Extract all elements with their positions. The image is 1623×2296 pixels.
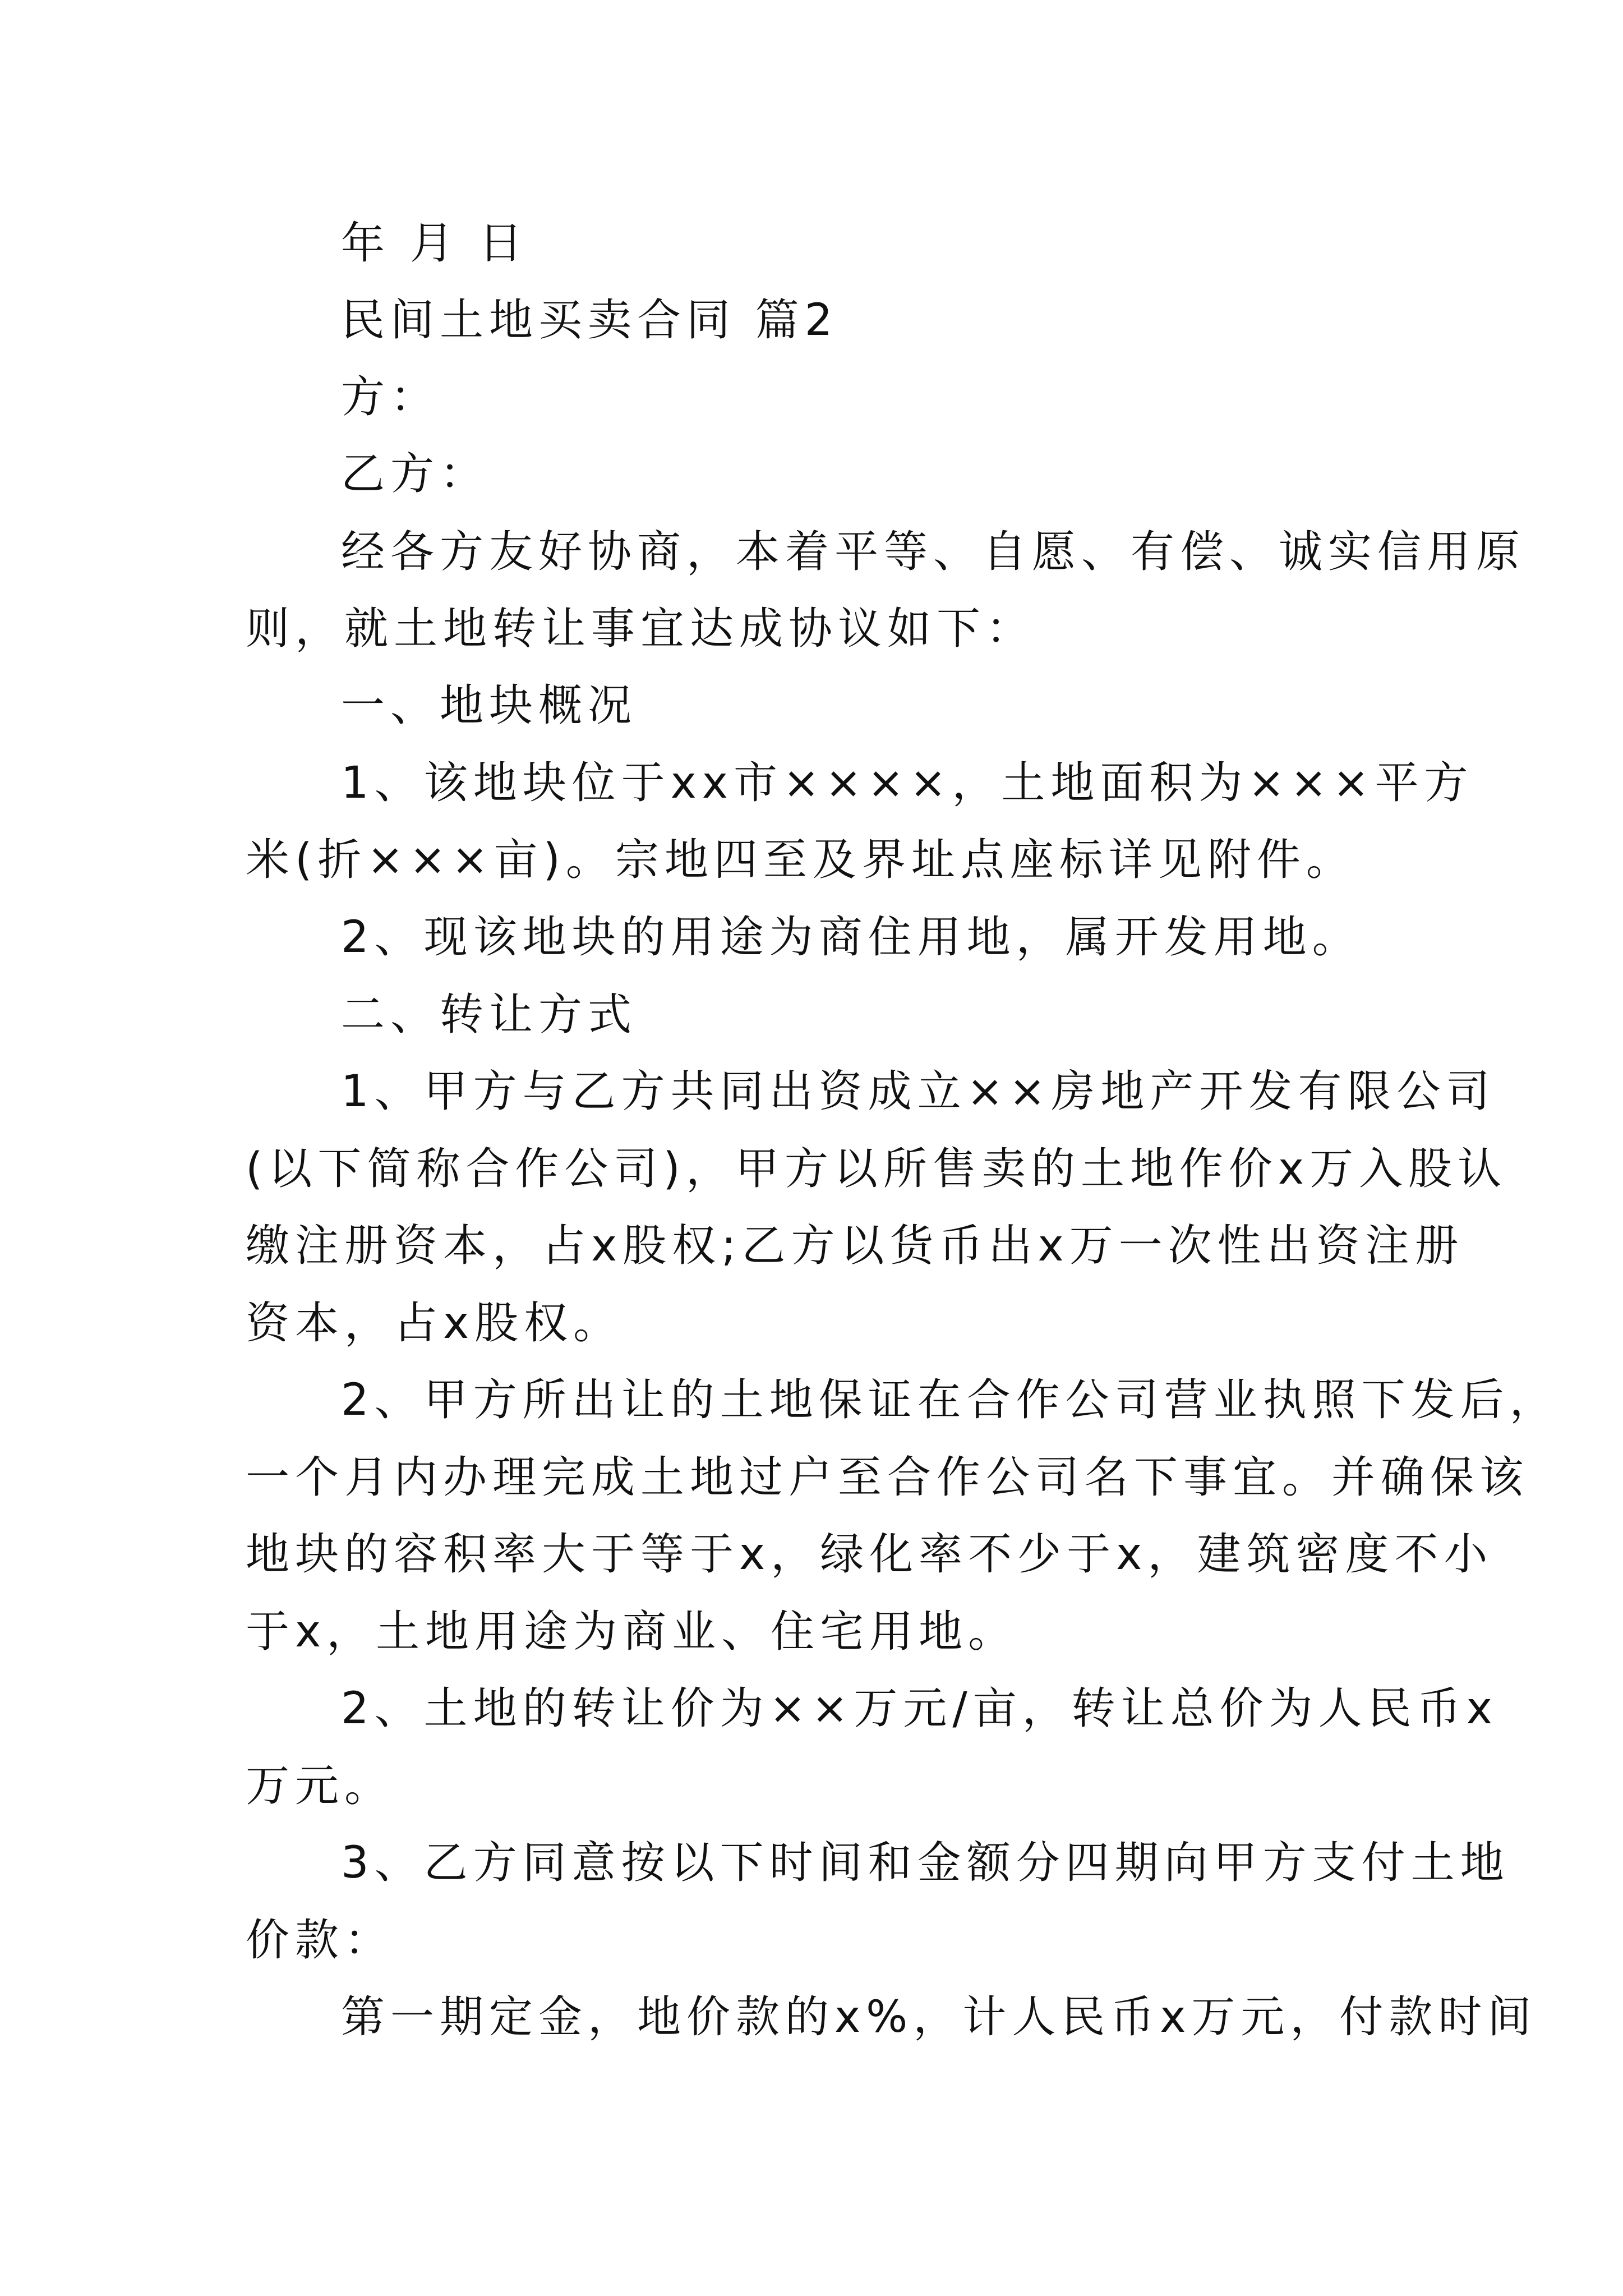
paragraph-line: 则，就土地转让事宜达成协议如下： <box>246 604 1036 654</box>
paragraph-line: 第一期定金，地价款的x%，计人民币x万元，付款时间 <box>341 1992 1537 2042</box>
paragraph-line: 米(折×××亩)。宗地四至及界址点座标详见附件。 <box>246 835 1355 885</box>
paragraph-line: (以下简称合作公司)，甲方以所售卖的土地作价x万入股认 <box>246 1144 1507 1194</box>
section-heading: 二、转让方式 <box>341 990 638 1040</box>
paragraph-line: 2、现该地块的用途为商住用地，属开发用地。 <box>341 912 1362 963</box>
paragraph-line: 于x，土地用途为商业、住宅用地。 <box>246 1607 1018 1657</box>
paragraph-line: 2、土地的转让价为××万元/亩，转让总价为人民币x <box>341 1683 1498 1734</box>
contract-title: 民间土地买卖合同 篇2 <box>341 295 838 346</box>
paragraph-line: 缴注册资本，占x股权;乙方以货币出x万一次性出资注册 <box>246 1221 1464 1271</box>
party-b-line: 乙方： <box>341 449 490 499</box>
paragraph-line: 价款： <box>246 1915 394 1966</box>
paragraph-line: 1、该地块位于xx市××××，土地面积为×××平方 <box>341 758 1474 808</box>
paragraph-line: 1、甲方与乙方共同出资成立××房地产开发有限公司 <box>341 1066 1496 1117</box>
party-a-line: 方： <box>341 372 440 422</box>
paragraph-line: 经各方友好协商，本着平等、自愿、有偿、诚实信用原 <box>341 527 1526 577</box>
paragraph-line: 万元。 <box>246 1761 394 1811</box>
paragraph-line: 一个月内办理完成土地过户至合作公司名下事宜。并确保该 <box>246 1452 1529 1503</box>
section-heading: 一、地块概况 <box>341 680 638 731</box>
paragraph-line: 2、甲方所出让的土地保证在合作公司营业执照下发后， <box>341 1375 1559 1425</box>
date-line: 年 月 日 <box>341 218 528 269</box>
paragraph-line: 地块的容积率大于等于x，绿化率不少于x，建筑密度不小 <box>246 1529 1493 1580</box>
paragraph-line: 3、乙方同意按以下时间和金额分四期向甲方支付土地 <box>341 1838 1510 1888</box>
paragraph-line: 资本，占x股权。 <box>246 1298 623 1349</box>
